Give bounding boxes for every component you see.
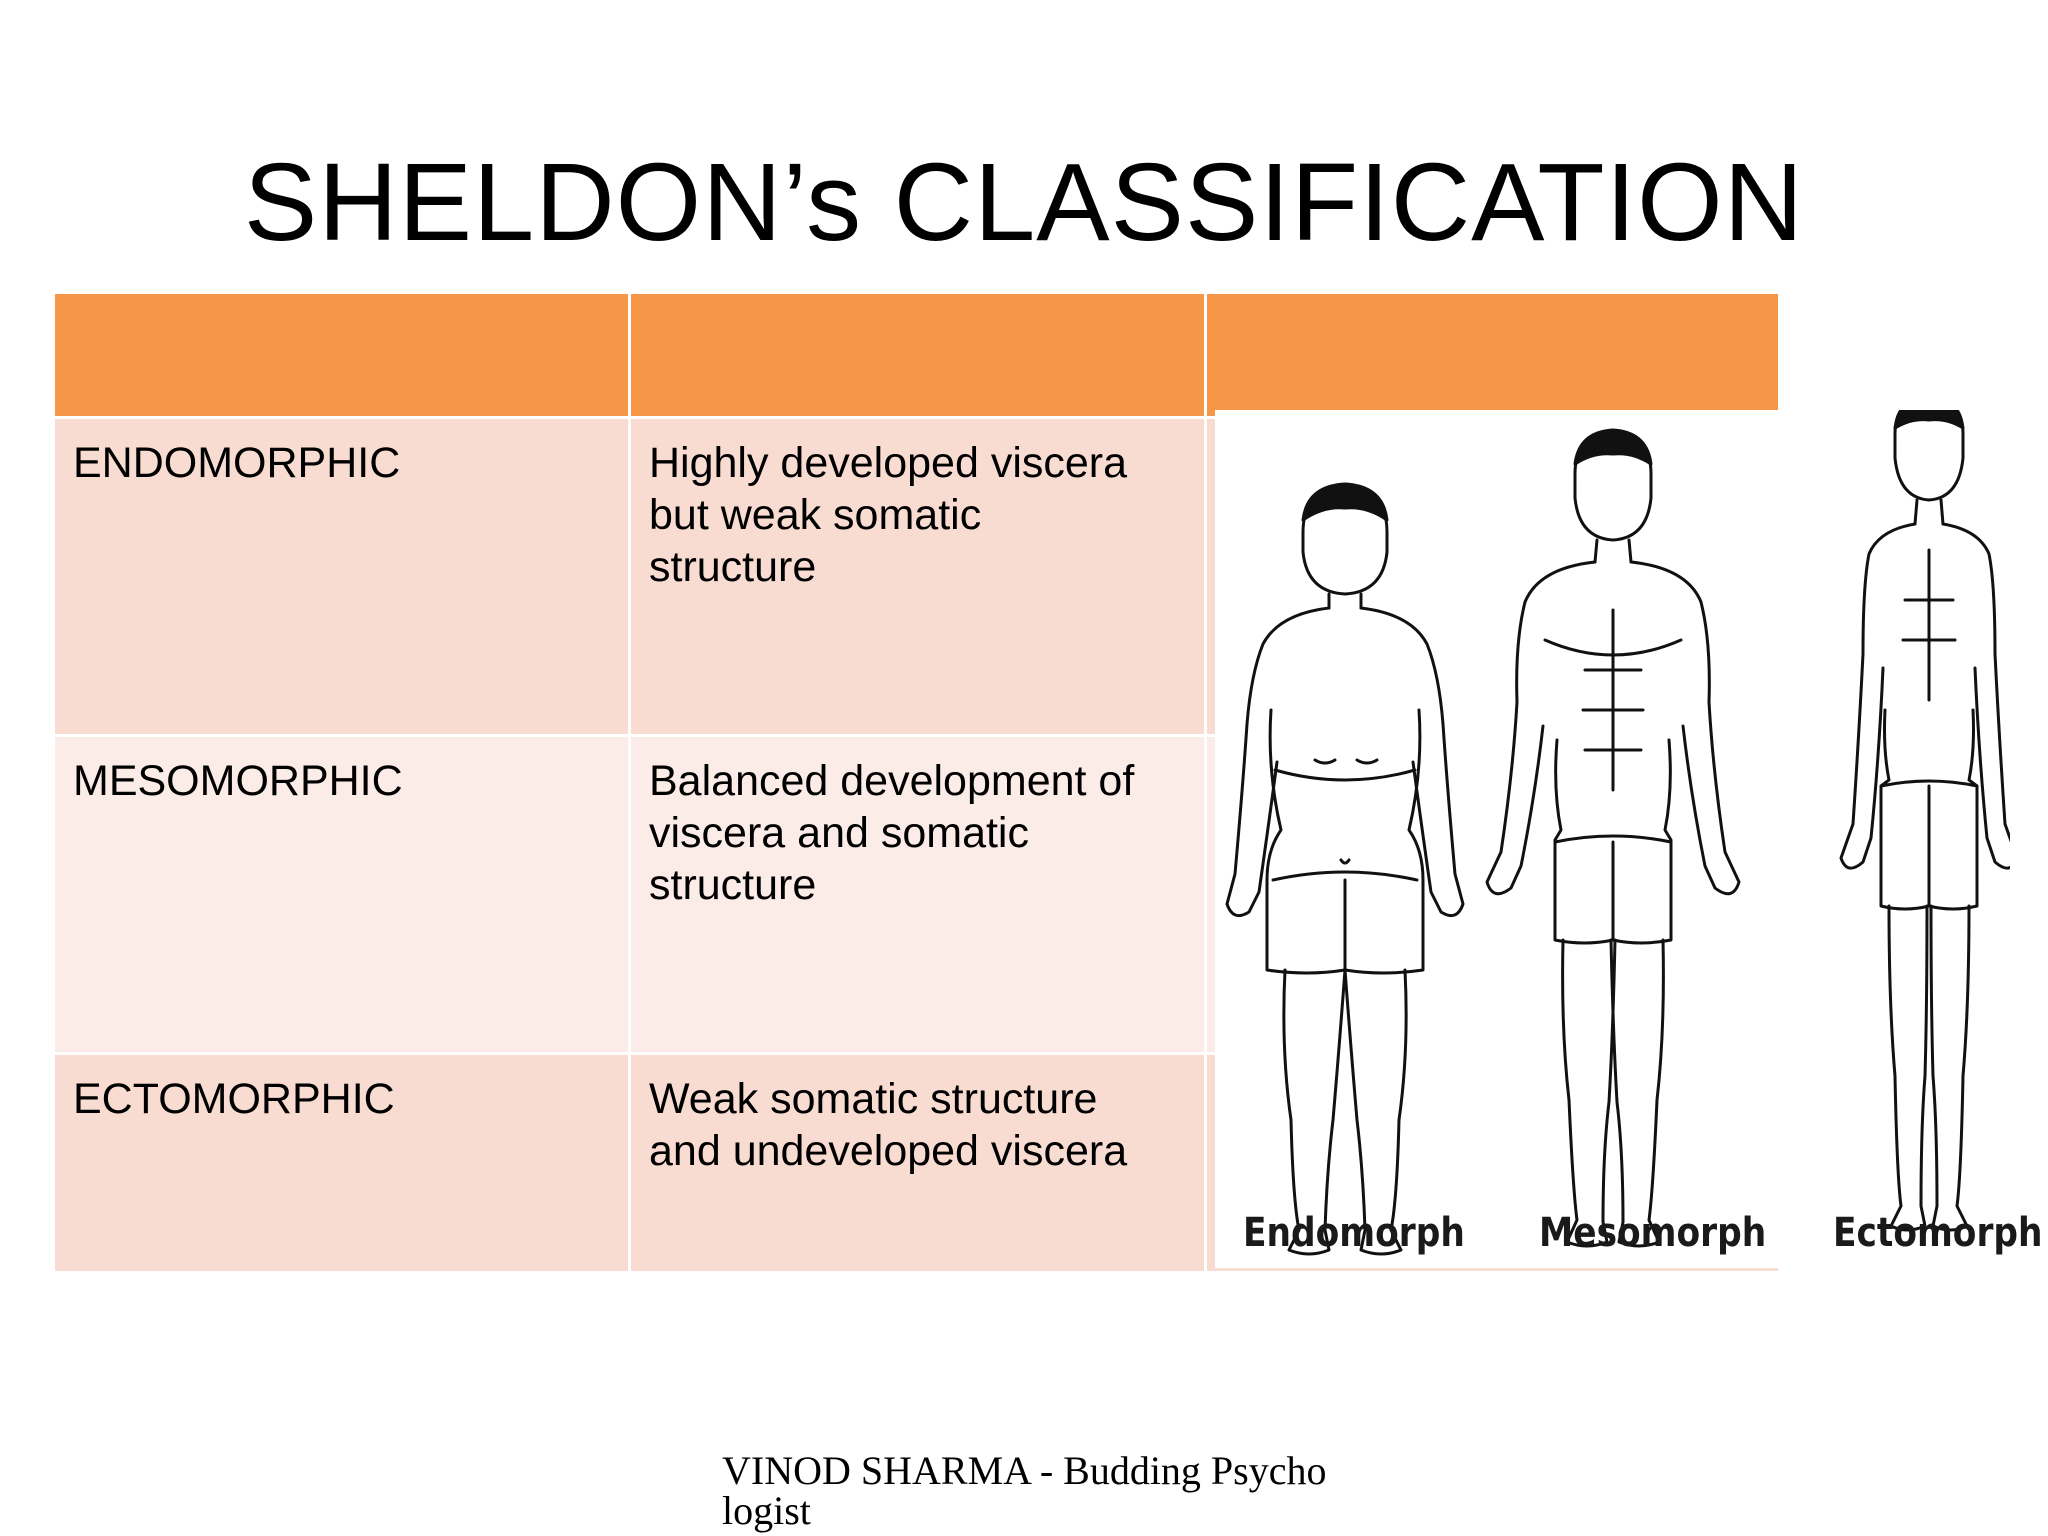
description-cell xyxy=(630,736,1206,1054)
header-cell-3 xyxy=(1206,293,1780,418)
type-cell: ENDOMORPHIC xyxy=(54,418,630,736)
slide-title: SHELDON’s CLASSIFICATION xyxy=(243,141,1805,264)
description-line: Weak somatic structure xyxy=(649,1075,1098,1123)
description-line: but weak somatic xyxy=(649,491,982,539)
ectomorph-body-figure xyxy=(1841,410,2010,1230)
description-line: Highly developed viscera xyxy=(649,439,1128,487)
description-cell xyxy=(630,418,1206,736)
description-line: structure xyxy=(649,543,817,591)
description-line: structure xyxy=(649,861,817,909)
description-line: and undeveloped viscera xyxy=(649,1127,1128,1175)
slide-footer xyxy=(722,1448,1362,1533)
footer-line: logist xyxy=(722,1488,811,1533)
description-line: viscera and somatic xyxy=(649,809,1029,857)
figure-label-ectomorph: Ectomorph xyxy=(1833,1210,2043,1256)
type-cell: MESOMORPHIC xyxy=(54,736,630,1054)
header-cell-1 xyxy=(54,293,630,418)
endomorph-body-figure xyxy=(1227,484,1463,1254)
description-cell xyxy=(630,1054,1206,1273)
mesomorph-body-figure xyxy=(1487,430,1739,1246)
footer-line: VINOD SHARMA - Budding Psycho xyxy=(722,1448,1327,1493)
table-header-row xyxy=(54,293,1780,418)
header-cell-2 xyxy=(630,293,1206,418)
type-cell: ECTOMORPHIC xyxy=(54,1054,630,1273)
somatotype-illustration xyxy=(1215,410,2043,1268)
figure-label-mesomorph: Mesomorph xyxy=(1539,1210,1767,1256)
description-line: Balanced development of xyxy=(649,757,1135,805)
figure-label-endomorph: Endomorph xyxy=(1243,1210,1465,1256)
